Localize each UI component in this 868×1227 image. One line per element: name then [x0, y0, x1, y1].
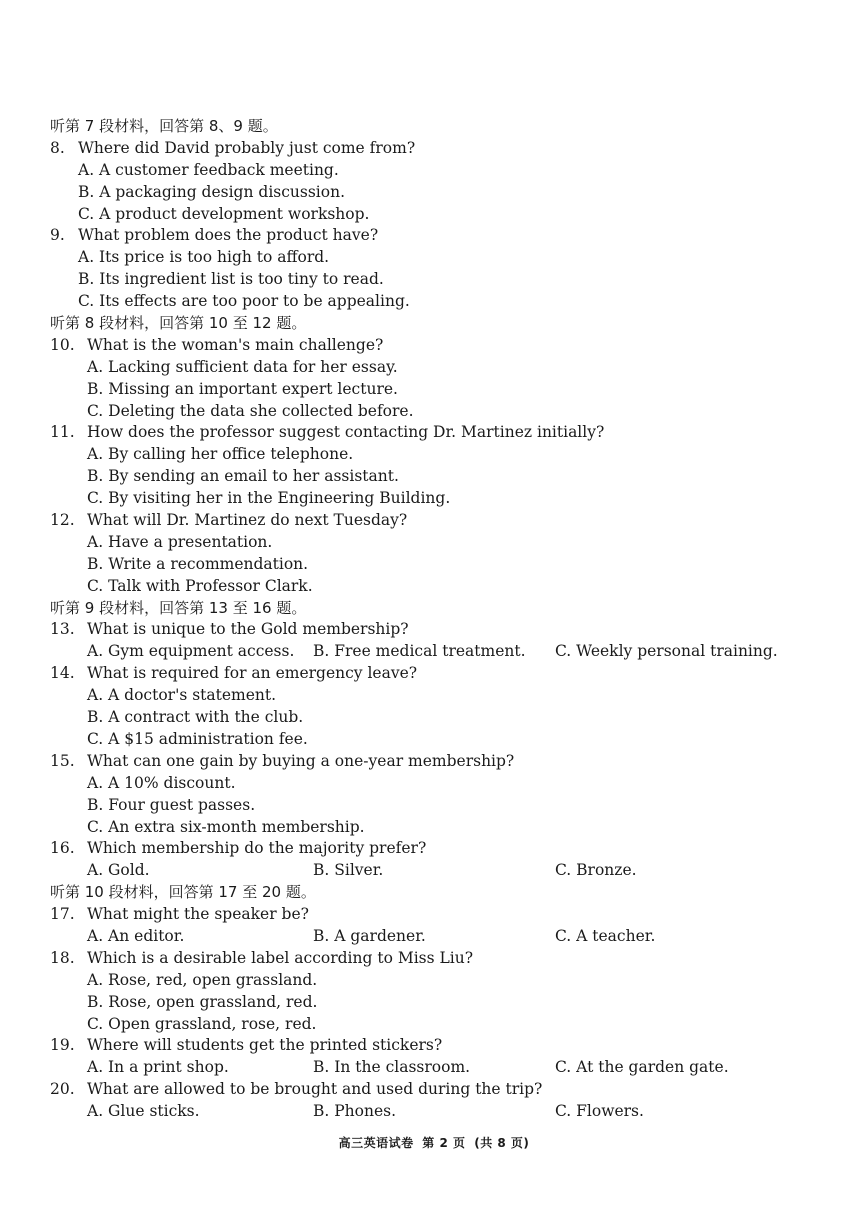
option-9c: C. Its effects are too poor to be appealing.: [78, 292, 410, 311]
page-total: (共 8 页): [474, 1136, 530, 1150]
page-footer: [0, 1134, 868, 1151]
option-13c: C. Weekly personal training.: [555, 642, 778, 661]
question-text: Which membership do the majority prefer?: [87, 839, 427, 858]
option-10c: C. Deleting the data she collected before.: [87, 401, 414, 420]
option-10b: B. Missing an important expert lecture.: [87, 379, 398, 398]
option-16b: B. Silver.: [313, 861, 384, 880]
option-16a: A. Gold.: [87, 861, 150, 880]
option-12a: A. Have a presentation.: [87, 532, 273, 551]
option-11a: A. By calling her office telephone.: [87, 445, 354, 464]
question-text: What might the speaker be?: [87, 905, 309, 924]
options-row-16: [50, 860, 840, 882]
question-text: What will Dr. Martinez do next Tuesday?: [87, 511, 408, 530]
option-17b: B. A gardener.: [313, 926, 426, 945]
option-11b: B. By sending an email to her assistant.: [87, 467, 399, 486]
question-text: What are allowed to be brought and used during the trip?: [87, 1080, 543, 1099]
question-text: What problem does the product have?: [78, 226, 379, 245]
question-number: 13.: [50, 620, 75, 639]
options-row-19: [50, 1057, 840, 1079]
option-15c: C. An extra six-month membership.: [87, 817, 365, 836]
question-number: 19.: [50, 1036, 75, 1055]
option-15b: B. Four guest passes.: [87, 795, 256, 814]
option-9b: B. Its ingredient list is too tiny to read.: [78, 270, 384, 289]
question-number: 15.: [50, 751, 75, 770]
question-text: What is the woman's main challenge?: [87, 335, 384, 354]
option-10a: A. Lacking sufficient data for her essay.: [87, 357, 398, 376]
options-row-13: [50, 641, 840, 663]
question-number: 14.: [50, 664, 75, 683]
option-8b: B. A packaging design discussion.: [78, 182, 345, 201]
option-12c: C. Talk with Professor Clark.: [87, 576, 313, 595]
section-heading-9: 听第 9 段材料，回答第 13 至 16 题。: [50, 598, 307, 617]
option-13a: A. Gym equipment access.: [87, 642, 295, 661]
question-10: [50, 335, 840, 357]
question-text: Where will students get the printed stickers?: [87, 1036, 443, 1055]
question-number: 18.: [50, 948, 75, 967]
question-number: 20.: [50, 1080, 75, 1099]
question-19: [50, 1035, 840, 1057]
question-20: [50, 1079, 840, 1101]
section-heading-10: 听第 10 段材料，回答第 17 至 20 题。: [50, 883, 316, 902]
page-number: 第 2 页: [422, 1136, 466, 1150]
question-text: How does the professor suggest contacting Dr. Martinez initially?: [87, 423, 605, 442]
listening-section: [50, 116, 840, 1123]
question-text: Where did David probably just come from?: [78, 138, 416, 157]
question-number: 17.: [50, 905, 75, 924]
option-8c: C. A product development workshop.: [78, 204, 370, 223]
option-20c: C. Flowers.: [555, 1102, 644, 1121]
question-8: [50, 138, 840, 160]
option-18c: C. Open grassland, rose, red.: [87, 1014, 317, 1033]
question-14: [50, 663, 840, 685]
section-heading-8: 听第 8 段材料，回答第 10 至 12 题。: [50, 314, 307, 333]
question-text: Which is a desirable label according to Miss Liu?: [87, 948, 474, 967]
options-row-17: [50, 926, 840, 948]
option-18b: B. Rose, open grassland, red.: [87, 992, 318, 1011]
options-row-20: [50, 1101, 840, 1123]
question-number: 12.: [50, 511, 75, 530]
question-11: [50, 422, 840, 444]
option-19a: A. In a print shop.: [87, 1058, 229, 1077]
option-15a: A. A 10% discount.: [87, 773, 236, 792]
option-20b: B. Phones.: [313, 1102, 397, 1121]
exam-title: 高三英语试卷: [338, 1136, 414, 1150]
question-18: [50, 948, 840, 970]
question-text: What can one gain by buying a one-year membership?: [87, 751, 515, 770]
question-13: [50, 619, 840, 641]
option-14b: B. A contract with the club.: [87, 708, 304, 727]
option-17a: A. An editor.: [87, 926, 185, 945]
option-8a: A. A customer feedback meeting.: [78, 160, 339, 179]
option-13b: B. Free medical treatment.: [313, 642, 526, 661]
option-17c: C. A teacher.: [555, 926, 656, 945]
question-number: 9.: [50, 226, 65, 245]
question-text: What is required for an emergency leave?: [87, 664, 418, 683]
option-19c: C. At the garden gate.: [555, 1058, 729, 1077]
option-9a: A. Its price is too high to afford.: [78, 248, 330, 267]
option-14a: A. A doctor's statement.: [87, 686, 277, 705]
question-number: 16.: [50, 839, 75, 858]
question-number: 11.: [50, 423, 75, 442]
question-16: [50, 838, 840, 860]
option-14c: C. A $15 administration fee.: [87, 729, 308, 748]
option-11c: C. By visiting her in the Engineering Building.: [87, 489, 451, 508]
question-12: [50, 510, 840, 532]
question-17: [50, 904, 840, 926]
option-12b: B. Write a recommendation.: [87, 554, 309, 573]
question-15: [50, 751, 840, 773]
question-number: 8.: [50, 138, 65, 157]
section-heading-7: 听第 7 段材料，回答第 8、9 题。: [50, 117, 278, 135]
option-18a: A. Rose, red, open grassland.: [87, 970, 318, 989]
option-19b: B. In the classroom.: [313, 1058, 471, 1077]
option-20a: A. Glue sticks.: [87, 1102, 200, 1121]
option-16c: C. Bronze.: [555, 861, 637, 880]
question-9: [50, 225, 840, 247]
question-text: What is unique to the Gold membership?: [87, 620, 409, 639]
question-number: 10.: [50, 335, 75, 354]
